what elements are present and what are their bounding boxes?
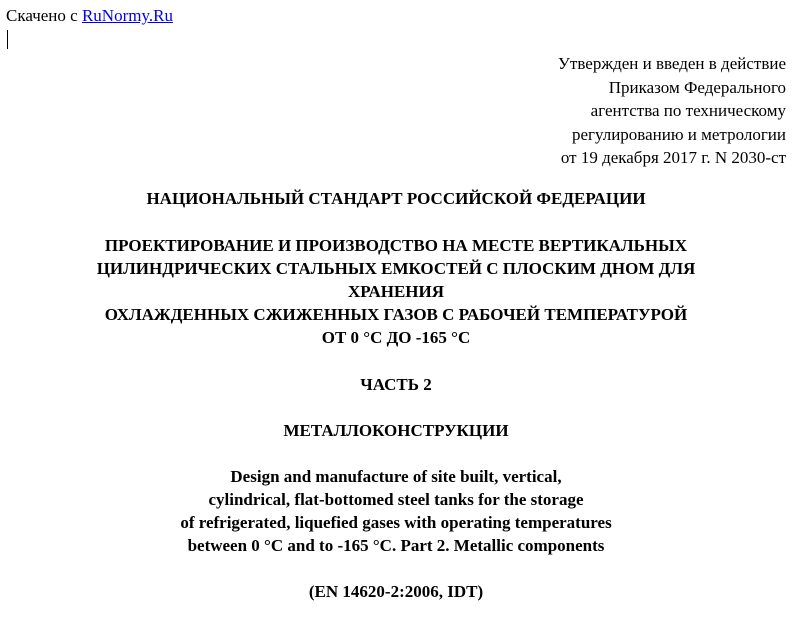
part-name: МЕТАЛЛОКОНСТРУКЦИИ	[283, 421, 509, 440]
source-link[interactable]: RuNormy.Ru	[81, 6, 173, 25]
title-line: ХРАНЕНИЯ	[347, 282, 445, 301]
english-title	[0, 465, 792, 557]
source-prefix: Скачено с	[6, 6, 82, 25]
title-line: ПРОЕКТИРОВАНИЕ И ПРОИЗВОДСТВО НА МЕСТЕ ВЕРТИКАЛЬНЫХ	[104, 236, 688, 255]
approval-line: Приказом Федерального	[608, 77, 786, 97]
approval-line: регулированию и метрологии	[571, 124, 786, 144]
title-line: ОХЛАЖДЕННЫХ СЖИЖЕННЫХ ГАЗОВ С РАБОЧЕЙ ТЕМПЕРАТУРОЙ	[104, 305, 688, 324]
title-line: ОТ 0 °С ДО -165 °С	[321, 328, 471, 347]
approval-line: агентства по техническому	[590, 101, 786, 120]
standard-designation: (EN 14620-2:2006, IDT)	[308, 582, 484, 601]
title-line: ЦИЛИНДРИЧЕСКИХ СТАЛЬНЫХ ЕМКОСТЕЙ С ПЛОСКИМ ДНОМ ДЛЯ	[96, 259, 696, 278]
approval-line: Утвержден и введен в действие	[557, 54, 786, 73]
english-title-line: cylindrical, flat-bottomed steel tanks for the storage	[208, 490, 584, 509]
source-line	[6, 6, 173, 26]
standard-heading: НАЦИОНАЛЬНЫЙ СТАНДАРТ РОССИЙСКОЙ ФЕДЕРАЦИИ	[146, 189, 646, 208]
english-title-line: of refrigerated, liquefied gases with operating temperatures	[180, 513, 612, 532]
english-title-line: between 0 °C and to -165 °C. Part 2. Metallic components	[187, 536, 605, 555]
part-number: ЧАСТЬ 2	[360, 375, 432, 394]
approval-block	[558, 52, 786, 170]
english-title-line: Design and manufacture of site built, vertical,	[230, 467, 562, 486]
standard-title	[0, 234, 792, 349]
text-cursor	[7, 30, 8, 49]
approval-line: от 19 декабря 2017 г. N 2030-ст	[560, 148, 786, 167]
